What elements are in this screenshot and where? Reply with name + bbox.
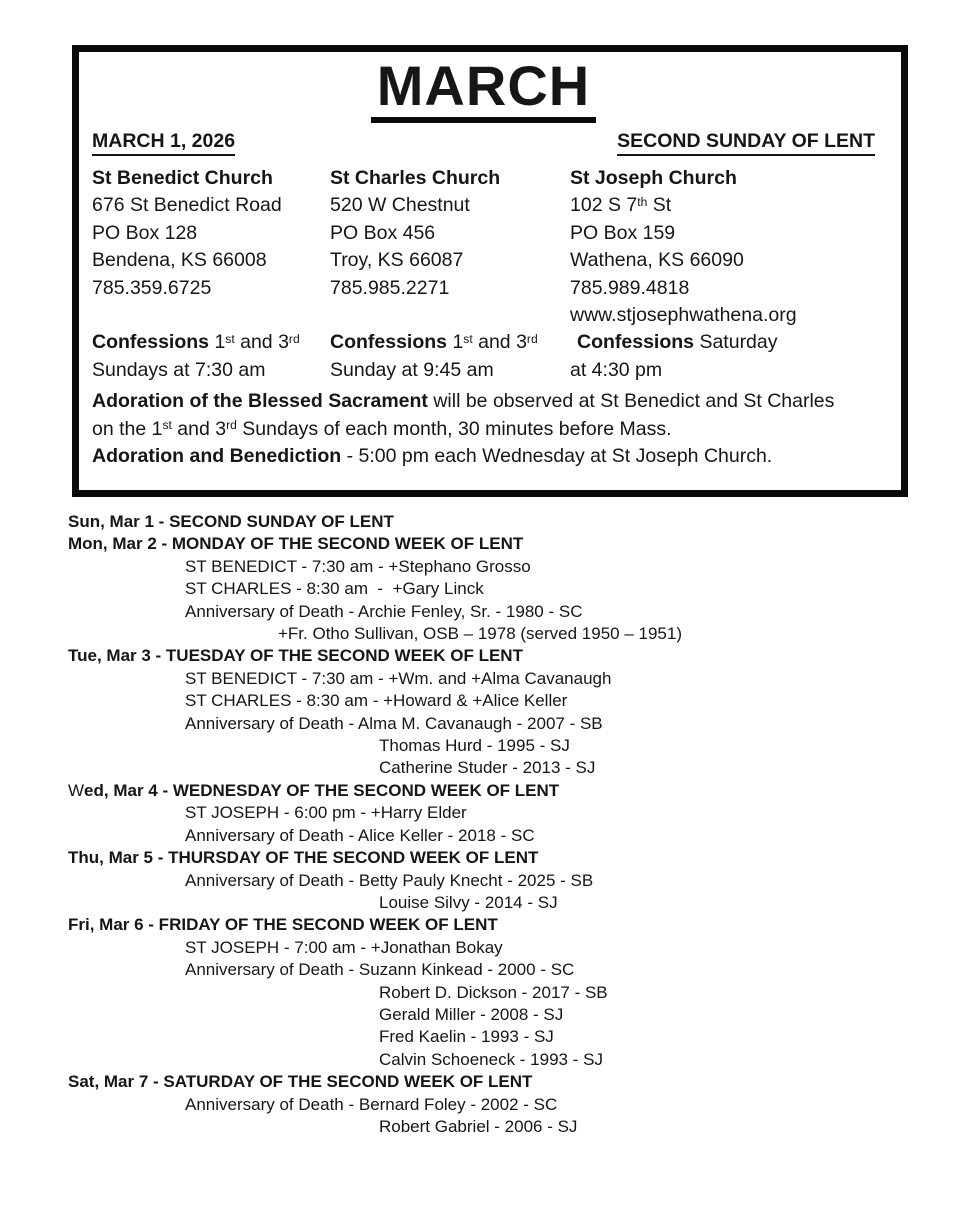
church-confessions (330, 329, 570, 356)
church-confession-time: at 4:30 pm (570, 358, 663, 381)
text-segment: 1 (209, 331, 226, 354)
schedule-day-header (68, 847, 958, 869)
church-website (92, 302, 330, 329)
schedule-entry: ST JOSEPH - 6:00 pm - +Harry Elder (185, 803, 467, 823)
schedule-entry: ST BENEDICT - 7:30 am - +Stephano Grosso (185, 556, 531, 576)
text-segment: ed, Mar 4 - WEDNESDAY OF THE SECOND WEEK OF LENT (84, 780, 560, 800)
title-row (92, 54, 875, 123)
church-confession-time: Sundays at 7:30 am (92, 358, 266, 381)
church-website: www.stjosephwathena.org (570, 304, 797, 327)
text-segment: St (647, 194, 672, 217)
church-website (330, 302, 570, 329)
church-address-line (92, 192, 330, 219)
schedule-entry: Anniversary of Death - Bernard Foley - 2002 - SC (185, 1094, 558, 1114)
schedule-entry: Robert D. Dickson - 2017 - SB (379, 982, 608, 1002)
text-segment: PO Box 456 (330, 221, 436, 244)
text-segment: st (225, 331, 235, 346)
church-column-st-benedict (92, 165, 330, 384)
text-segment: Confessions (577, 331, 695, 354)
top-labels-row (92, 130, 875, 156)
church-address-line (570, 192, 875, 219)
schedule-entry: Gerald Miller - 2008 - SJ (379, 1004, 564, 1024)
church-phone (92, 275, 330, 302)
text-segment: - 5:00 pm each Wednesday at St Joseph Church. (341, 445, 773, 468)
schedule-day-header (68, 645, 958, 667)
church-address-line (570, 247, 875, 274)
church-address-line (330, 192, 570, 219)
text-segment: PO Box 159 (570, 221, 676, 244)
church-phone (330, 275, 570, 302)
text-segment: Tue, Mar 3 - TUESDAY OF THE SECOND WEEK OF LENT (68, 646, 523, 666)
adoration-line (92, 416, 875, 443)
churches-grid (92, 165, 875, 384)
header-box (72, 45, 908, 497)
text-segment: 1 (447, 331, 464, 354)
schedule-list (68, 511, 958, 1138)
schedule-entry: Calvin Schoeneck - 1993 - SJ (379, 1049, 603, 1069)
text-segment: Bendena, KS 66008 (92, 249, 267, 272)
text-segment: Troy, KS 66087 (330, 249, 464, 272)
church-column-st-joseph (570, 165, 875, 384)
text-segment: th (637, 194, 648, 209)
church-address-line (92, 247, 330, 274)
church-confession-time: Sunday at 9:45 am (330, 358, 494, 381)
text-segment: PO Box 128 (92, 221, 198, 244)
schedule-entry: Anniversary of Death - Alice Keller - 2018 - SC (185, 825, 535, 845)
church-confessions (92, 329, 330, 356)
text-segment: 785.985.2271 (330, 276, 450, 299)
text-segment: and 3 (171, 417, 227, 440)
text-segment: Sundays of each month, 30 minutes before Mass. (236, 417, 672, 440)
church-address-line (92, 220, 330, 247)
church-confessions (570, 329, 875, 356)
schedule-entry: Anniversary of Death - Archie Fenley, Sr. - 1980 - SC (185, 601, 583, 621)
schedule-entry: Anniversary of Death - Betty Pauly Knecht - 2025 - SB (185, 870, 594, 890)
text-segment: rd (526, 331, 538, 346)
text-segment: Mon, Mar 2 - MONDAY OF THE SECOND WEEK OF LENT (68, 534, 524, 554)
church-phone (570, 275, 875, 302)
church-address-line (330, 247, 570, 274)
schedule-day-header (68, 914, 958, 936)
text-segment: Sat, Mar 7 - SATURDAY OF THE SECOND WEEK OF LENT (68, 1072, 533, 1092)
text-segment: W (68, 780, 85, 800)
month-title: MARCH (371, 58, 596, 123)
church-address-line (570, 220, 875, 247)
text-segment: Sun, Mar 1 - SECOND SUNDAY OF LENT (68, 512, 394, 531)
text-segment: Adoration and Benediction (92, 445, 342, 468)
text-segment: 785.359.6725 (92, 276, 212, 299)
adoration-line (92, 443, 875, 470)
text-segment: Confessions (92, 331, 210, 354)
text-segment: st (162, 418, 172, 433)
text-segment: Saturday (694, 331, 778, 354)
text-segment: rd (226, 418, 237, 433)
schedule-entry: +Fr. Otho Sullivan, OSB – 1978 (served 1950 – 1951) (278, 624, 682, 644)
church-name: St Joseph Church (570, 167, 737, 189)
text-segment: and 3 (234, 331, 289, 354)
schedule-entry: Anniversary of Death - Alma M. Cavanaugh - 2007 - SB (185, 713, 603, 733)
text-segment: rd (288, 331, 300, 346)
schedule-day-header (68, 780, 958, 802)
schedule-entry: ST BENEDICT - 7:30 am - +Wm. and +Alma Cavanaugh (185, 668, 612, 688)
text-segment: st (463, 331, 473, 346)
text-segment: on the 1 (92, 417, 163, 440)
adoration-block (92, 388, 875, 470)
schedule-entry: ST CHARLES - 8:30 am - +Gary Linck (185, 579, 484, 599)
church-name: St Benedict Church (92, 167, 273, 189)
schedule-day-header (68, 511, 958, 533)
text-segment: Fri, Mar 6 - FRIDAY OF THE SECOND WEEK OF LENT (68, 915, 498, 935)
church-column-st-charles (330, 165, 570, 384)
text-segment: Wathena, KS 66090 (570, 249, 744, 272)
text-segment: Adoration of the Blessed Sacrament (92, 390, 428, 413)
text-segment: 102 S 7 (570, 194, 638, 217)
schedule-entry: Louise Silvy - 2014 - SJ (379, 892, 558, 912)
text-segment: 676 St Benedict Road (92, 194, 282, 217)
church-address-line (330, 220, 570, 247)
schedule-entry: ST CHARLES - 8:30 am - +Howard & +Alice Keller (185, 691, 568, 711)
text-segment: 785.989.4818 (570, 276, 690, 299)
schedule-entry: Thomas Hurd - 1995 - SJ (379, 736, 570, 756)
feast-label: SECOND SUNDAY OF LENT (617, 130, 875, 156)
schedule-entry: Anniversary of Death - Suzann Kinkead - 2000 - SC (185, 960, 575, 980)
adoration-line (92, 388, 875, 415)
date-label: MARCH 1, 2026 (92, 130, 235, 156)
text-segment: Confessions (330, 331, 448, 354)
schedule-entry: Fred Kaelin - 1993 - SJ (379, 1027, 554, 1047)
church-name: St Charles Church (330, 167, 501, 189)
text-segment: and 3 (472, 331, 527, 354)
text-segment: 520 W Chestnut (330, 194, 470, 217)
schedule-entry: Catherine Studer - 2013 - SJ (379, 758, 596, 778)
schedule-day-header (68, 533, 958, 555)
text-segment: Thu, Mar 5 - THURSDAY OF THE SECOND WEEK OF LENT (68, 848, 539, 868)
schedule-entry: ST JOSEPH - 7:00 am - +Jonathan Bokay (185, 937, 503, 957)
text-segment: will be observed at St Benedict and St Charles (427, 390, 835, 413)
schedule-entry: Robert Gabriel - 2006 - SJ (379, 1116, 578, 1136)
schedule-day-header (68, 1071, 958, 1093)
